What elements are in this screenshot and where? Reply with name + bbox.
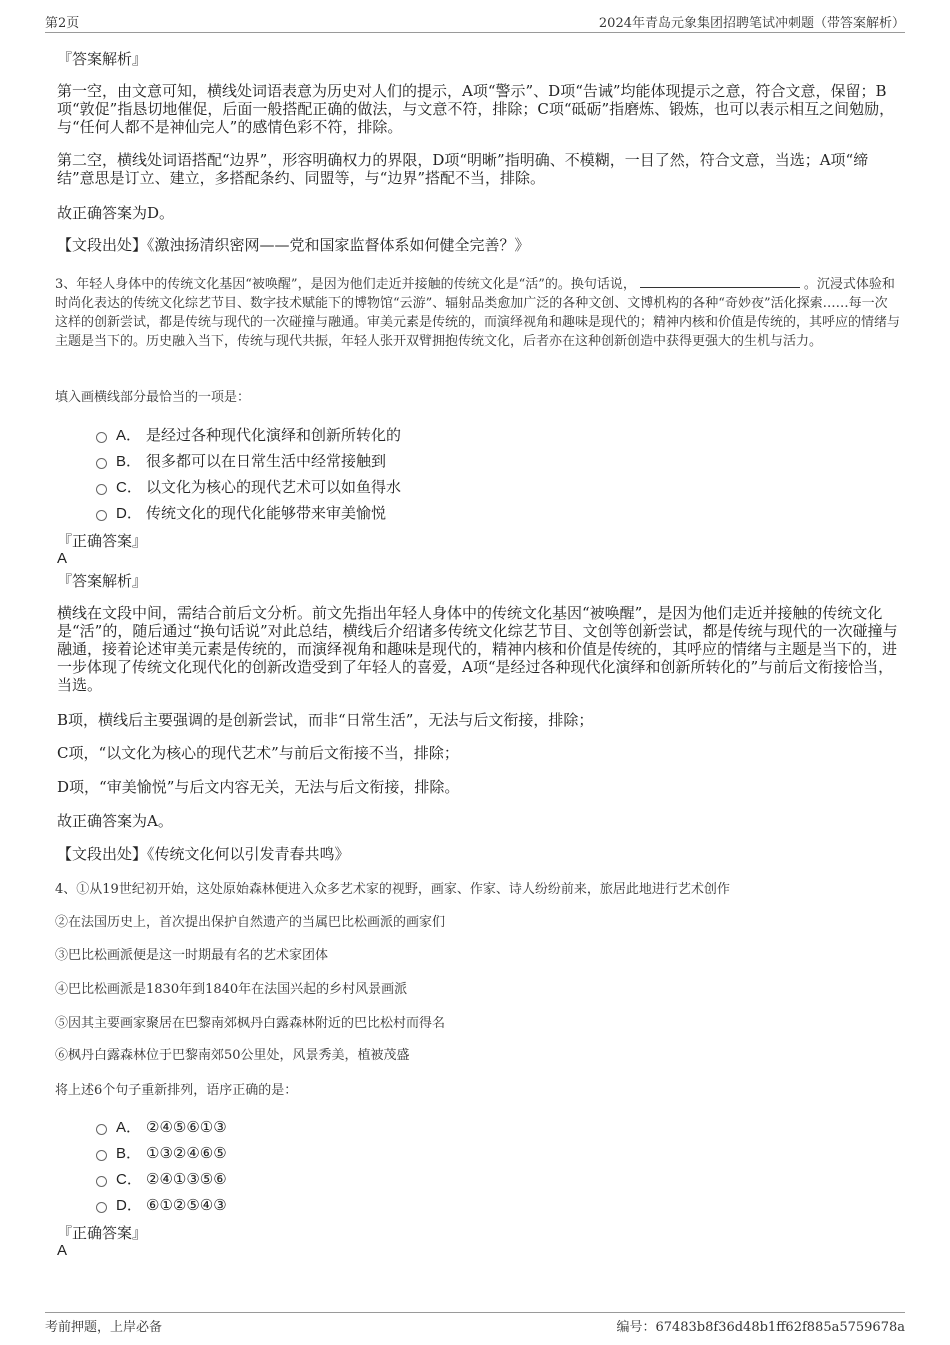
- q2-conclusion: 故正确答案为D。: [57, 204, 175, 222]
- q2-analysis-p2: 第二空，横线处词语搭配“边界”，形容明确权力的界限，D项“明晰”指明确、不模糊，一目了然，符合文意，当选；A项“缔结”意思是订立、建立，多搭配条约、同盟等，与“边界”搭配不当，排除。: [57, 151, 869, 187]
- q3-stem-part2: 。沉浸式体验和时尚化表达的传统文化综艺节目、数字技术赋能下的博物馆“云游”、辐射品类愈加广泛的各种文创、文博机构的各种“奇妙夜”活化探索……每一次这样的创新尝试，都是传统与现代的一次碰撞与融通。审美元素是传统的，而演绎视角和趣味是现代的；精神内核和价值是传统的，其呼应的情绪与主题是当下的。历史融入当下，传统与现代共振，年轻人张开双臂拥抱传统文化，后者亦在这种创新创造中获得更强大的生机与活力。: [55, 277, 901, 349]
- q4-prompt: 将上述6个句子重新排列，语序正确的是：: [55, 1083, 298, 1098]
- q4-answer: A: [57, 1242, 68, 1259]
- q2-analysis-label: 『答案解析』: [57, 50, 148, 68]
- q3-analysis-p2: B项，横线后主要强调的是创新尝试，而非“日常生活”，无法与后文衔接，排除；: [57, 711, 594, 729]
- q4-sentence-2: ②在法国历史上，首次提出保护自然遗产的当属巴比松画派的画家们: [55, 915, 446, 930]
- q2-analysis-p1: 第一空，由文意可知，横线处词语表意为历史对人们的提示，A项“警示”、D项“告诫”均能体现提示之意，符合文意，保留；B项“敦促”指恳切地催促，后面一般搭配正确的做法，与文意不符，排除；C项“砥砺”指磨炼、锻炼，也可以表示相互之间勉励，与“任何人都不是神仙完人”的感情色彩不符，排除。: [57, 82, 895, 136]
- radio-icon[interactable]: [96, 432, 107, 443]
- radio-icon[interactable]: [96, 458, 107, 469]
- q3-stem: [55, 275, 900, 351]
- footer-slogan: 考前押题，上岸必备: [45, 1320, 163, 1335]
- q4-sentence-4: ④巴比松画派是1830年到1840年在法国兴起的乡村风景画派: [55, 982, 408, 997]
- q3-option-b[interactable]: B． 很多都可以在日常生活中经常接触到: [96, 450, 386, 471]
- radio-icon[interactable]: [96, 510, 107, 521]
- q4-sentence-1: 4、①从19世纪初开始，这处原始森林便进入众多艺术家的视野，画家、作家、诗人纷纷前来，旅居此地进行艺术创作: [55, 882, 730, 897]
- q3-option-a[interactable]: A． 是经过各种现代化演绎和创新所转化的: [96, 424, 401, 445]
- q4-option-a[interactable]: A． ②④⑤⑥①③: [96, 1116, 227, 1137]
- q3-prompt: 填入画横线部分最恰当的一项是：: [55, 390, 251, 405]
- page-number: 第2页: [45, 16, 80, 31]
- radio-icon[interactable]: [96, 1150, 107, 1161]
- q3-answer: A: [57, 550, 68, 567]
- q3-analysis-label: 『答案解析』: [57, 572, 148, 590]
- q3-analysis-p4: D项，“审美愉悦”与后文内容无关，无法与后文衔接，排除。: [57, 778, 460, 796]
- q4-option-b[interactable]: B． ①③②④⑥⑤: [96, 1142, 227, 1163]
- q3-source: 【文段出处】《传统文化何以引发青春共鸣》: [57, 845, 350, 863]
- q2-source: 【文段出处】《激浊扬清织密网——党和国家监督体系如何健全完善？》: [57, 236, 530, 254]
- q3-blank: [640, 275, 800, 288]
- q4-option-c[interactable]: C． ②④①③⑤⑥: [96, 1168, 227, 1189]
- q3-analysis-p1: 横线在文段中间，需结合前后文分析。前文先指出年轻人身体中的传统文化基因“被唤醒”，是因为他们走近并接触的传统文化是“活”的，随后通过“换句话说”对此总结，横线后介绍诸多传统文化综艺节目、文创等创新尝试，都是传统与现代的一次碰撞与融通，接着论述审美元素是传统的，而演绎视角和趣味是现代的，精神内核和价值是传统的，其呼应的情绪与主题是当下的，进一步体现了传统文化现代化的创新改造受到了年轻人的喜爱，A项“是经过各种现代化演绎和创新所转化的”与前后文衔接恰当，当选。: [57, 604, 898, 694]
- q4-sentence-5: ⑤因其主要画家聚居在巴黎南郊枫丹白露森林附近的巴比松村而得名: [55, 1016, 446, 1031]
- radio-icon[interactable]: [96, 1202, 107, 1213]
- q4-sentence-6: ⑥枫丹白露森林位于巴黎南郊50公里处，风景秀美，植被茂盛: [55, 1048, 410, 1063]
- document-title: 2024年青岛元象集团招聘笔试冲刺题（带答案解析）: [598, 16, 905, 31]
- q4-option-d[interactable]: D． ⑥①②⑤④③: [96, 1194, 227, 1215]
- q3-analysis-p3: C项，“以文化为核心的现代艺术”与前后文衔接不当，排除；: [57, 744, 459, 762]
- q3-option-d[interactable]: D． 传统文化的现代化能够带来审美愉悦: [96, 502, 386, 523]
- page-header: [45, 12, 905, 33]
- q3-answer-label: 『正确答案』: [57, 532, 148, 550]
- q4-answer-label: 『正确答案』: [57, 1224, 148, 1242]
- q4-sentence-3: ③巴比松画派便是这一时期最有名的艺术家团体: [55, 948, 329, 963]
- q3-stem-part1: 3、年轻人身体中的传统文化基因“被唤醒”，是因为他们走近并接触的传统文化是“活”的。换句话说，: [55, 277, 636, 292]
- radio-icon[interactable]: [96, 1176, 107, 1187]
- radio-icon[interactable]: [96, 1124, 107, 1135]
- q3-option-c[interactable]: C． 以文化为核心的现代艺术可以如鱼得水: [96, 476, 401, 497]
- q3-conclusion: 故正确答案为A。: [57, 812, 173, 830]
- page-footer: [45, 1312, 905, 1335]
- footer-serial: 编号：67483b8f36d48b1ff62f885a5759678a: [616, 1320, 905, 1335]
- radio-icon[interactable]: [96, 484, 107, 495]
